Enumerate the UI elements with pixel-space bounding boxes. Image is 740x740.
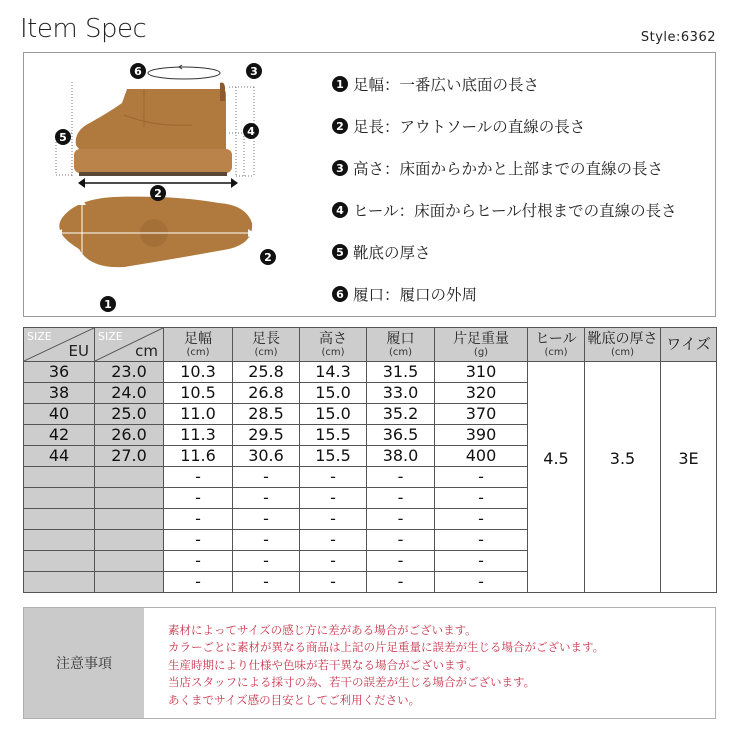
cell-height: -	[300, 467, 367, 488]
cell-width: 11.0	[164, 404, 233, 425]
cell-opening: 38.0	[367, 446, 435, 467]
cell-heel	[528, 362, 585, 593]
number-2-icon: 2	[332, 118, 348, 134]
note-line: 当店スタッフによる採寸の為、若干の誤差が生じる場合がございます。	[168, 675, 536, 690]
note-line: カラーごとに素材が異なる商品は上記の片足重量に誤差が生じる場合がございます。	[168, 640, 605, 655]
cell-eu	[24, 551, 95, 572]
header-height: 高さ (cm)	[300, 328, 367, 362]
legend-item	[332, 189, 717, 231]
legend-text: ヒール：床面からヒール付根までの直線の長さ	[353, 202, 677, 220]
svg-text:2: 2	[154, 187, 162, 200]
cell-weight: -	[435, 551, 528, 572]
size-table	[23, 327, 717, 593]
cell-eu	[24, 530, 95, 551]
svg-text:1: 1	[104, 298, 112, 311]
svg-text:4: 4	[247, 125, 255, 138]
notes-label: 注意事項	[24, 608, 144, 718]
cell-weight: -	[435, 509, 528, 530]
legend-text: 靴底の厚さ	[353, 244, 431, 262]
cell-weight: -	[435, 530, 528, 551]
legend-item	[332, 231, 717, 273]
cell-length: -	[233, 551, 300, 572]
cell-cm: 25.0	[95, 404, 164, 425]
cell-opening: 35.2	[367, 404, 435, 425]
cell-wise-value: 3E	[678, 449, 699, 468]
header-size-eu: SIZE EU	[24, 328, 95, 362]
legend-item	[332, 105, 717, 147]
number-5-icon: 5	[332, 244, 348, 260]
cell-length: -	[233, 488, 300, 509]
cell-cm	[95, 530, 164, 551]
cell-opening: -	[367, 467, 435, 488]
cell-height: 15.5	[300, 446, 367, 467]
marker-6-icon	[130, 63, 146, 79]
cell-length: 28.5	[233, 404, 300, 425]
cell-width: -	[164, 488, 233, 509]
cell-opening: -	[367, 509, 435, 530]
number-4-icon: 4	[332, 202, 348, 218]
svg-text:2: 2	[264, 251, 272, 264]
cell-length: 29.5	[233, 425, 300, 446]
header-wise: ワイズ	[661, 328, 717, 362]
notes-body	[144, 608, 715, 718]
header-sole-thickness: 靴底の厚さ (cm)	[585, 328, 661, 362]
cell-eu	[24, 572, 95, 593]
notes-box	[23, 607, 716, 719]
cell-cm	[95, 488, 164, 509]
cell-sole-thickness-value: 3.5	[609, 449, 636, 468]
cell-weight: -	[435, 467, 528, 488]
cell-cm	[95, 467, 164, 488]
cell-weight: 310	[435, 362, 528, 383]
header-size-cm: SIZE cm	[95, 328, 164, 362]
cell-cm	[95, 572, 164, 593]
svg-text:6: 6	[134, 65, 142, 78]
legend-text: 履口：履口の外周	[353, 286, 478, 304]
cell-length: -	[233, 467, 300, 488]
cell-height: -	[300, 551, 367, 572]
cell-opening: 31.5	[367, 362, 435, 383]
cell-width: -	[164, 551, 233, 572]
cell-eu	[24, 488, 95, 509]
cell-length: -	[233, 509, 300, 530]
legend-item	[332, 147, 717, 189]
cell-sole-thickness	[585, 362, 661, 593]
cell-height: 14.3	[300, 362, 367, 383]
header-opening: 履口 (cm)	[367, 328, 435, 362]
cell-width: 10.3	[164, 362, 233, 383]
legend-text: 高さ：床面からかかと上部までの直線の長さ	[353, 160, 664, 178]
cell-opening: -	[367, 572, 435, 593]
header-foot-length: 足長 (cm)	[233, 328, 300, 362]
cell-weight: -	[435, 488, 528, 509]
cell-height: -	[300, 530, 367, 551]
note-line: あくまでサイズ感の目安としてご利用ください。	[168, 692, 421, 707]
legend-item	[332, 273, 717, 315]
cell-weight: -	[435, 572, 528, 593]
cell-opening: 36.5	[367, 425, 435, 446]
cell-eu	[24, 467, 95, 488]
cell-cm: 27.0	[95, 446, 164, 467]
cell-eu: 42	[24, 425, 95, 446]
svg-text:5: 5	[59, 131, 67, 144]
cell-length: 30.6	[233, 446, 300, 467]
header-foot-width: 足幅 (cm)	[164, 328, 233, 362]
measurement-legend	[332, 63, 717, 315]
cell-width: -	[164, 467, 233, 488]
cell-opening: -	[367, 551, 435, 572]
cell-opening: -	[367, 530, 435, 551]
cell-eu: 38	[24, 383, 95, 404]
cell-width: 11.3	[164, 425, 233, 446]
marker-5-icon	[55, 129, 71, 145]
boot-diagram	[24, 53, 314, 316]
cell-width: -	[164, 509, 233, 530]
cell-length: -	[233, 530, 300, 551]
cell-cm: 23.0	[95, 362, 164, 383]
cell-eu: 36	[24, 362, 95, 383]
boot-side-illustration	[74, 83, 232, 177]
cell-heel-value: 4.5	[543, 449, 569, 468]
cell-cm	[95, 551, 164, 572]
cell-eu: 44	[24, 446, 95, 467]
cell-cm: 24.0	[95, 383, 164, 404]
number-1-icon: 1	[332, 76, 348, 92]
cell-eu	[24, 509, 95, 530]
page-title: Item Spec	[20, 14, 147, 44]
cell-cm: 26.0	[95, 425, 164, 446]
number-3-icon: 3	[332, 160, 348, 176]
cell-height: 15.0	[300, 404, 367, 425]
cell-weight: 370	[435, 404, 528, 425]
cell-height: 15.5	[300, 425, 367, 446]
legend-text: 足幅：一番広い底面の長さ	[353, 76, 540, 94]
header-weight: 片足重量 (g)	[435, 328, 528, 362]
marker-3-icon	[246, 63, 262, 79]
cell-length: -	[233, 572, 300, 593]
cell-weight: 390	[435, 425, 528, 446]
cell-height: 15.0	[300, 383, 367, 404]
legend-item	[332, 63, 717, 105]
cell-height: -	[300, 488, 367, 509]
note-line: 生産時期により仕様や色味が若干異なる場合がございます。	[168, 657, 478, 672]
cell-length: 25.8	[233, 362, 300, 383]
sole-illustration	[59, 197, 252, 268]
cell-opening: 33.0	[367, 383, 435, 404]
cell-eu: 40	[24, 404, 95, 425]
cell-opening: -	[367, 488, 435, 509]
cell-height: -	[300, 572, 367, 593]
cell-height: -	[300, 509, 367, 530]
table-row	[24, 362, 717, 383]
marker-2b-icon	[260, 249, 276, 265]
marker-2-icon	[150, 185, 166, 201]
svg-text:3: 3	[250, 65, 258, 78]
header-heel: ヒール (cm)	[528, 328, 585, 362]
style-code: Style:6362	[640, 30, 716, 45]
spec-diagram-box	[23, 52, 716, 317]
cell-weight: 400	[435, 446, 528, 467]
legend-text: 足長：アウトソールの直線の長さ	[353, 118, 586, 136]
marker-4-icon	[243, 123, 259, 139]
number-6-icon: 6	[332, 286, 348, 302]
cell-cm	[95, 509, 164, 530]
cell-width: 11.6	[164, 446, 233, 467]
cell-wise	[661, 362, 717, 593]
cell-length: 26.8	[233, 383, 300, 404]
marker-1-icon	[100, 296, 116, 312]
cell-width: 10.5	[164, 383, 233, 404]
note-line: 素材によってサイズの感じ方に差がある場合がございます。	[168, 623, 477, 637]
cell-weight: 320	[435, 383, 528, 404]
cell-width: -	[164, 572, 233, 593]
cell-width: -	[164, 530, 233, 551]
